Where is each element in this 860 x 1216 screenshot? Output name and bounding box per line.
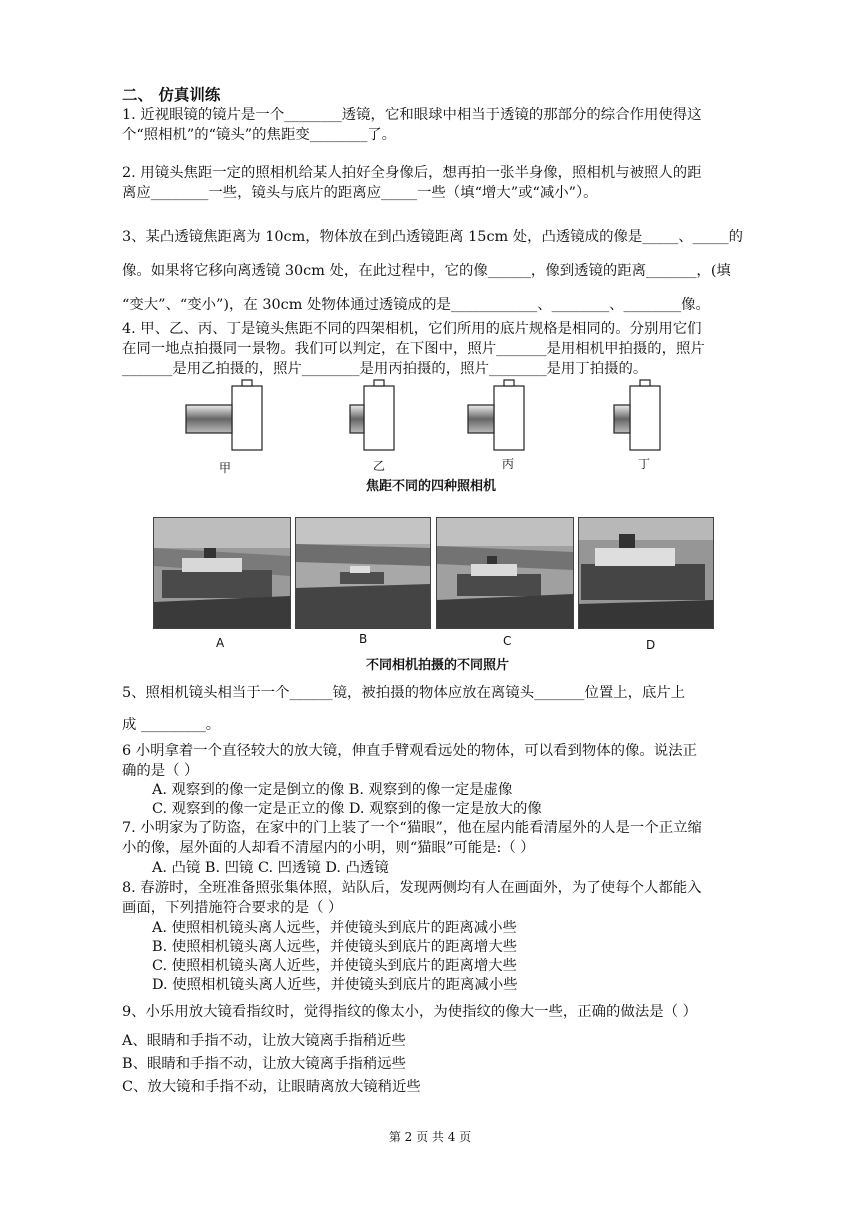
camera-bing — [468, 380, 524, 450]
photo-b — [295, 517, 431, 629]
photo-a — [153, 517, 291, 629]
photo-label-b: B — [359, 632, 368, 646]
question-8-option-d: D. 使照相机镜头离人近些，并使镜头到底片的距离减小些 — [152, 977, 518, 993]
camera-label-ding: 丁 — [638, 457, 651, 471]
question-8-line-2: 画面，下列措施符合要求的是（ ） — [122, 900, 343, 916]
figure1-caption: 焦距不同的四种照相机 — [366, 479, 497, 494]
question-9-option-a: A、眼睛和手指不动，让放大镜离手指稍近些 — [122, 1033, 406, 1049]
question-6-options-ab: A. 观察到的像一定是倒立的像 B. 观察到的像一定是虚像 — [152, 782, 513, 798]
question-1-line-2: 个“照相机”的“镜头”的焦距变________了。 — [122, 127, 397, 143]
question-7-line-1: 7. 小明家为了防盗，在家中的门上装了一个“猫眼”，他在屋内能看清屋外的人是一个正立缩 — [122, 820, 702, 836]
camera-yi — [350, 380, 394, 450]
question-8-option-c: C. 使照相机镜头离人近些，并使镜头到底片的距离增大些 — [152, 958, 518, 974]
question-4-line-3: _______是用乙拍摄的，照片________是用丙拍摄的，照片________是用丁拍摄的。 — [122, 361, 648, 377]
question-4-line-2: 在同一地点拍摄同一景物。我们可以判定，在下图中，照片_______是用相机甲拍摄的，照片 — [122, 341, 705, 357]
page-footer: 第 2 页 共 4 页 — [388, 1130, 472, 1144]
camera-ding — [614, 380, 660, 450]
photo-label-c: C — [503, 634, 512, 648]
question-3-line-2: 像。如果将它移向离透镜 30cm 处，在此过程中，它的像______，像到透镜的距离_______，(填 — [122, 263, 731, 279]
question-3-line-1: 3、某凸透镜焦距离为 10cm，物体放在到凸透镜距离 15cm 处，凸透镜成的像是_____、_____的 — [122, 229, 743, 245]
photo-c — [436, 517, 574, 629]
question-8-option-a: A. 使照相机镜头离人远些，并使镜头到底片的距离减小些 — [152, 920, 517, 936]
question-3-line-3: “变大”、“变小”)，在 30cm 处物体通过透镜成的是____________、________、________像。 — [122, 297, 710, 313]
question-9-option-b: B、眼睛和手指不动，让放大镜离手指稍远些 — [122, 1056, 406, 1072]
question-6-options-cd: C. 观察到的像一定是正立的像 D. 观察到的像一定是放大的像 — [152, 801, 542, 817]
question-7-options: A. 凸镜 B. 凹镜 C. 凹透镜 D. 凸透镜 — [152, 860, 389, 876]
question-2-line-2: 离应________一些，镜头与底片的距离应_____一些（填“增大”或“减小”）。 — [122, 185, 598, 201]
question-5-line-1: 5、照相机镜头相当于一个______镜，被拍摄的物体应放在离镜头_______位置上，底片上 — [122, 685, 686, 701]
question-6-line-1: 6 小明拿着一个直径较大的放大镜，伸直手臂观看远处的物体，可以看到物体的像。说法正 — [122, 743, 697, 759]
question-2-line-1: 2. 用镜头焦距一定的照相机给某人拍好全身像后，想再拍一张半身像，照相机与被照人的距 — [122, 165, 702, 181]
question-9-line-1: 9、小乐用放大镜看指纹时，觉得指纹的像太小，为使指纹的像大一些，正确的做法是（ ） — [122, 1004, 697, 1020]
question-8-option-b: B. 使照相机镜头离人远些，并使镜头到底片的距离增大些 — [152, 939, 518, 955]
photo-label-d: D — [646, 638, 656, 652]
section-title: 二、 仿真训练 — [122, 85, 221, 104]
question-1-line-1: 1. 近视眼镜的镜片是一个________透镜，它和眼球中相当于透镜的那部分的综合作用使得这 — [122, 107, 702, 123]
question-8-line-1: 8. 春游时，全班准备照张集体照，站队后，发现两侧均有人在画面外，为了使每个人都能入 — [122, 880, 702, 896]
camera-label-bing: 丙 — [502, 457, 515, 471]
photo-label-a: A — [216, 636, 225, 650]
cameras-figure — [0, 378, 860, 458]
question-6-line-2: 确的是（ ） — [122, 763, 199, 779]
camera-jia — [186, 380, 262, 450]
camera-label-jia: 甲 — [219, 461, 232, 475]
question-7-line-2: 小的像，屋外面的人却看不清屋内的小明，则“猫眼”可能是:（ ） — [122, 840, 535, 856]
question-9-option-c: C、放大镜和手指不动，让眼睛离放大镜稍近些 — [122, 1079, 421, 1095]
photo-d — [578, 517, 714, 629]
camera-label-yi: 乙 — [373, 459, 386, 473]
question-4-line-1: 4. 甲、乙、丙、丁是镜头焦距不同的四架相机，它们所用的底片规格是相同的。分别用它们 — [122, 321, 702, 337]
figure2-caption: 不同相机拍摄的不同照片 — [366, 658, 510, 673]
question-5-line-2: 成 _________。 — [122, 717, 221, 733]
